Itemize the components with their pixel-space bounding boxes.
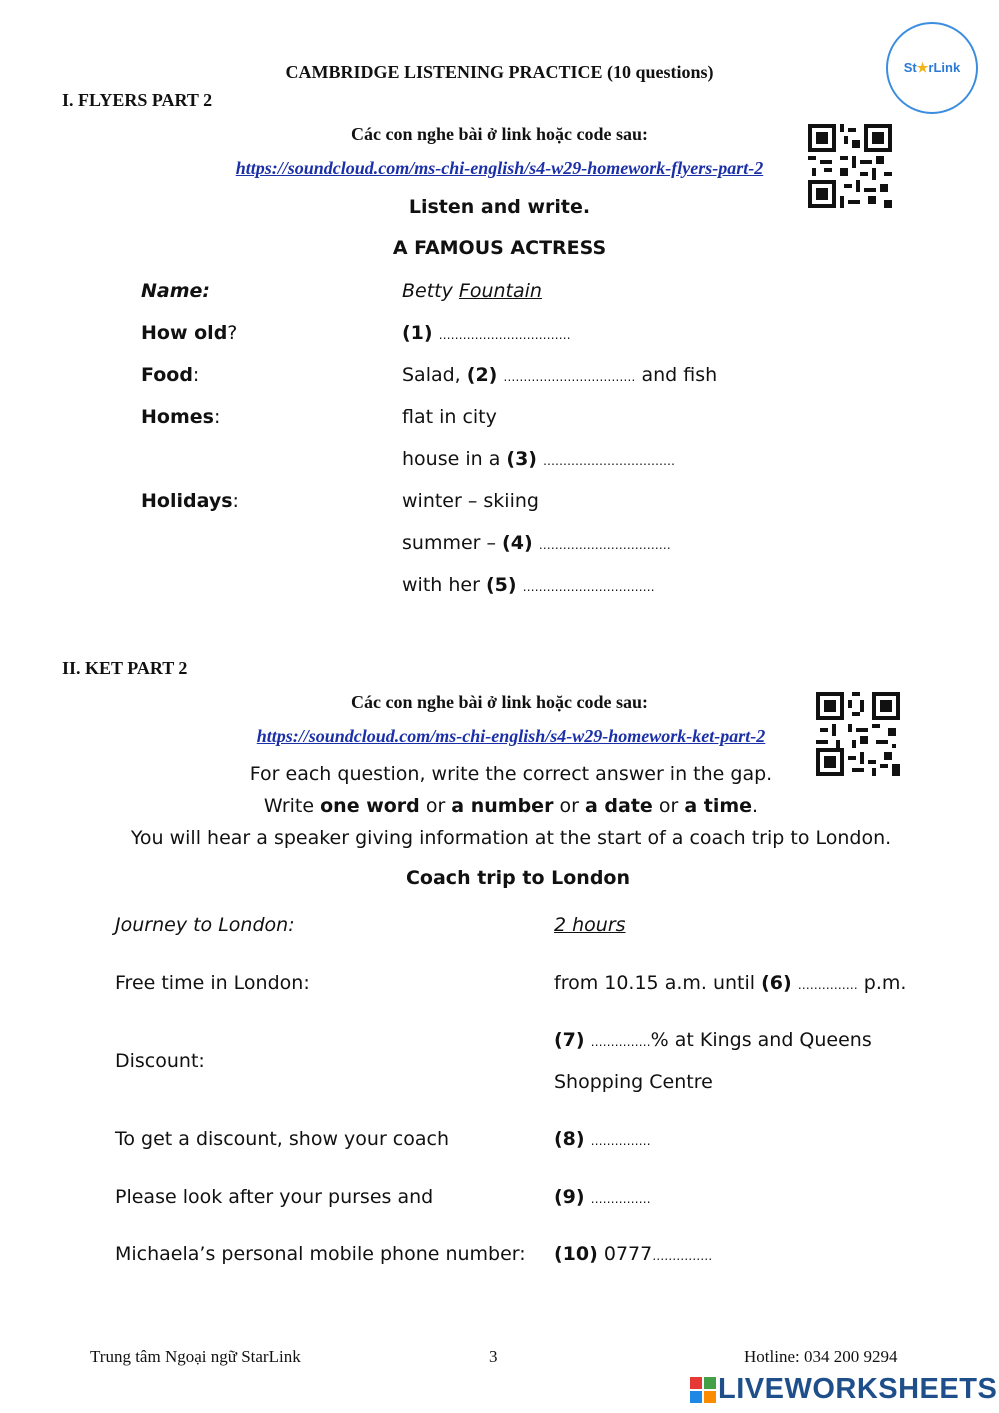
logo-circle <box>886 22 978 114</box>
section-title-ket: II. KET PART 2 <box>62 658 188 678</box>
footer-page-number: 3 <box>489 1347 498 1366</box>
answer-gap-8[interactable]: …………… <box>590 1134 651 1148</box>
answer-gap-3[interactable]: …………………………… <box>543 454 676 468</box>
homes-label: Homes: <box>141 406 221 428</box>
how-old-label: How old? <box>141 322 238 344</box>
flyers-soundcloud-link[interactable]: https://soundcloud.com/ms-chi-english/s4-w29-homework-flyers-part-2 <box>235 158 764 178</box>
answer-4: summer – (4) …………………………… <box>402 532 671 554</box>
answer-gap-5[interactable]: …………………………… <box>522 580 655 594</box>
question-number: (10) <box>554 1243 598 1265</box>
holidays-label: Holidays: <box>141 490 239 512</box>
journey-label: Journey to London: <box>115 914 295 936</box>
ket-line-2: Write one word or a number or a date or a time. <box>263 795 759 817</box>
logo-wordmark: St★rLink <box>903 60 961 75</box>
purses-label: Please look after your purses and <box>115 1186 434 1208</box>
answer-2: Salad, (2) …………………………… and fish <box>402 364 718 386</box>
answer-gap-9[interactable]: …………… <box>590 1192 651 1206</box>
discount-label: Discount: <box>115 1050 205 1072</box>
name-value <box>402 280 542 302</box>
ket-line-3: You will hear a speaker giving information at the start of a coach trip to London. <box>130 827 892 849</box>
answer-gap-4[interactable]: …………………………… <box>538 538 671 552</box>
phone-label: Michaela’s personal mobile phone number: <box>115 1243 526 1265</box>
section-title-flyers: I. FLYERS PART 2 <box>62 90 213 110</box>
liveworksheets-wordmark: LIVEWORKSHEETS <box>718 1373 998 1405</box>
answer-8 <box>554 1128 651 1150</box>
answer-gap-1[interactable]: …………………………… <box>438 328 571 342</box>
food-label: Food: <box>141 364 200 386</box>
flyers-heading: A FAMOUS ACTRESS <box>392 237 607 259</box>
footer-center-name: Trung tâm Ngoại ngữ StarLink <box>90 1347 301 1366</box>
winter-value: winter – skiing <box>402 490 539 512</box>
answer-gap-6[interactable]: …………… <box>797 978 858 992</box>
answer-gap-7[interactable]: …………… <box>590 1035 651 1049</box>
question-number: (3) <box>506 448 537 470</box>
title-text: CAMBRIDGE LISTENING PRACTICE (10 questions) <box>285 62 714 82</box>
footer-hotline: Hotline: 034 200 9294 <box>744 1347 898 1366</box>
question-number: (2) <box>466 364 498 386</box>
question-number: (9) <box>554 1186 585 1208</box>
liveworksheets-icon <box>690 1377 716 1403</box>
question-number: (7) <box>554 1029 585 1051</box>
answer-10: (10) 0777…………… <box>554 1243 713 1265</box>
ket-heading: Coach trip to London <box>405 867 631 889</box>
answer-gap-10[interactable]: …………… <box>652 1249 713 1263</box>
answer-1 <box>402 322 571 344</box>
ket-line-1: For each question, write the correct answer in the gap. <box>249 763 773 785</box>
answer-6: from 10.15 a.m. until (6) …………… p.m. <box>554 972 907 994</box>
question-number: (8) <box>554 1128 585 1150</box>
flyers-task: Listen and write. <box>408 196 591 218</box>
journey-value: 2 hours <box>554 914 626 936</box>
question-number: (1) <box>402 322 433 344</box>
answer-gap-2[interactable]: …………………………… <box>503 370 636 384</box>
ket-soundcloud-link[interactable]: https://soundcloud.com/ms-chi-english/s4-w29-homework-ket-part-2 <box>256 726 766 746</box>
answer-5: with her (5) …………………………… <box>402 574 655 596</box>
name-last: Fountain <box>458 280 542 302</box>
question-number: (6) <box>761 972 792 994</box>
answer-7: (7) ……………% at Kings and Queens <box>554 1029 872 1051</box>
homes-value: flat in city <box>402 406 497 428</box>
question-number: (5) <box>485 574 517 596</box>
free-time-label: Free time in London: <box>115 972 310 994</box>
name-label: Name: <box>141 280 211 302</box>
answer-3: house in a (3) …………………………… <box>402 448 676 470</box>
liveworksheets-logo[interactable] <box>690 1373 997 1406</box>
page-title <box>0 62 999 83</box>
discount-line-2: Shopping Centre <box>554 1071 713 1093</box>
answer-9 <box>554 1186 651 1208</box>
coach-label: To get a discount, show your coach <box>115 1128 449 1150</box>
question-number: (4) <box>502 532 533 554</box>
name-first: Betty <box>402 280 459 302</box>
ket-instruction: Các con nghe bài ở link hoặc code sau: <box>351 692 648 712</box>
flyers-instruction: Các con nghe bài ở link hoặc code sau: <box>351 124 648 144</box>
starlink-logo <box>886 22 978 114</box>
